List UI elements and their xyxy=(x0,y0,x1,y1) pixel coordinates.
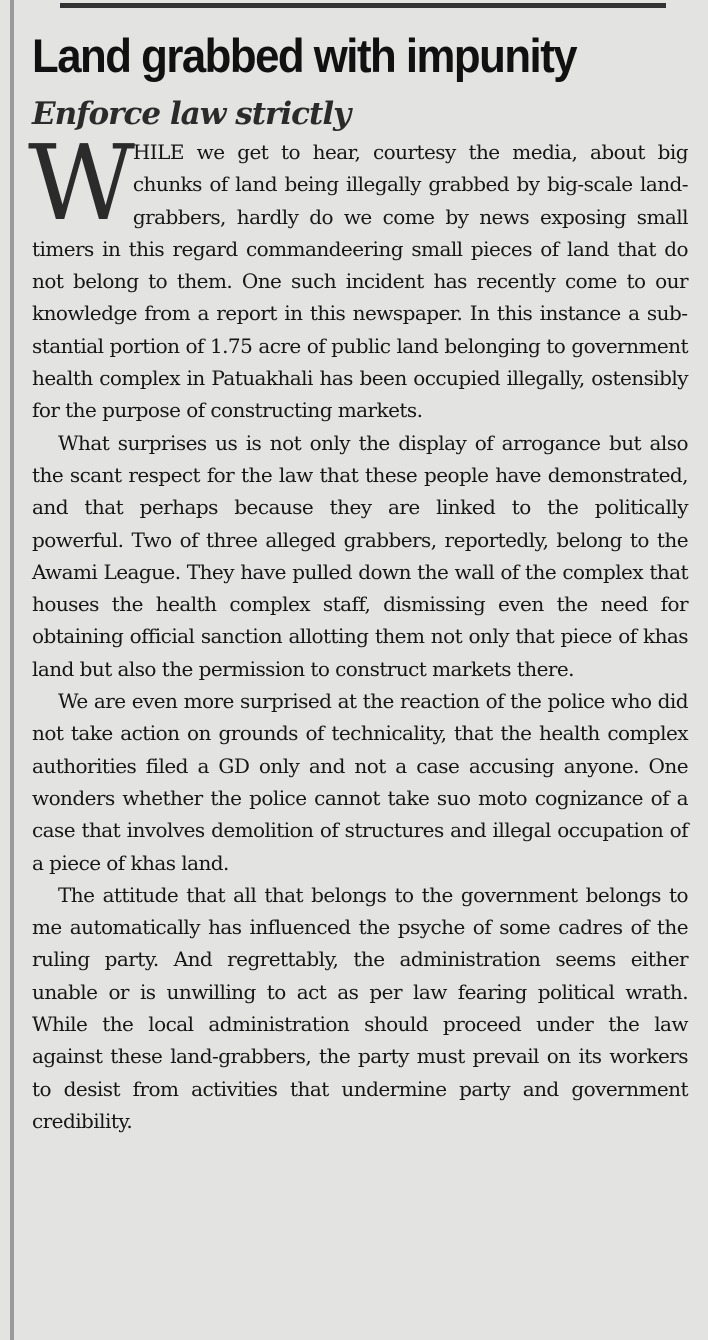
subheadline: Enforce law strictly xyxy=(32,96,351,132)
headline: Land grabbed with impunity xyxy=(32,29,577,82)
paragraph-1-text: HILE we get to hear, courtesy the media, about big chunks of land being illegally grabbed by big-scale land-grabbers, hardly do we come by news exposing small timers in this regard commandeering small pieces of land that do not belong to them. One such incident has recently come to our knowledge from a report in this newspaper. In this instance a substantial portion of 1.75 acre of public land belonging to government health complex in Patuakhali has been occupied illegally, ostensibly for the purpose of constructing markets. xyxy=(32,140,688,423)
paragraph-4: The attitude that all that belongs to the government belongs to me automatically has influenced the psyche of some cadres of the ruling party. And regrettably, the administration seems either unable or is unwilling to act as per law fearing political wrath. While the local administration should proceed under the law against these land-grabbers, the party must prevail on its workers to desist from activities that undermine party and government credibility. xyxy=(32,882,688,1133)
paragraph-2: What surprises us is not only the display of arrogance but also the scant respect for the law that these people have demonstrated, and that perhaps because they are linked to the politically powerful. Two of three alleged grabbers, reportedly, belong to the Awami League. They have pulled down the wall of the complex that houses the health complex staff, dismissing even the need for obtaining official sanction allotting them not only that piece of khas land but also the permission to construct markets there. xyxy=(32,430,688,681)
editorial-article xyxy=(28,22,688,1137)
paragraph-1 xyxy=(28,122,688,427)
left-column-rule xyxy=(10,0,14,1340)
paragraph-3: We are even more surprised at the reaction of the police who did not take action on grounds of technicality, that the health complex authorities filed a GD only and not a case accusing anyone. One wonders whether the police cannot take suo moto cognizance of a case that involves demolition of structures and illegal occupation of a piece of khas land. xyxy=(32,689,688,875)
top-rule xyxy=(60,3,666,8)
drop-cap: W xyxy=(28,122,129,244)
